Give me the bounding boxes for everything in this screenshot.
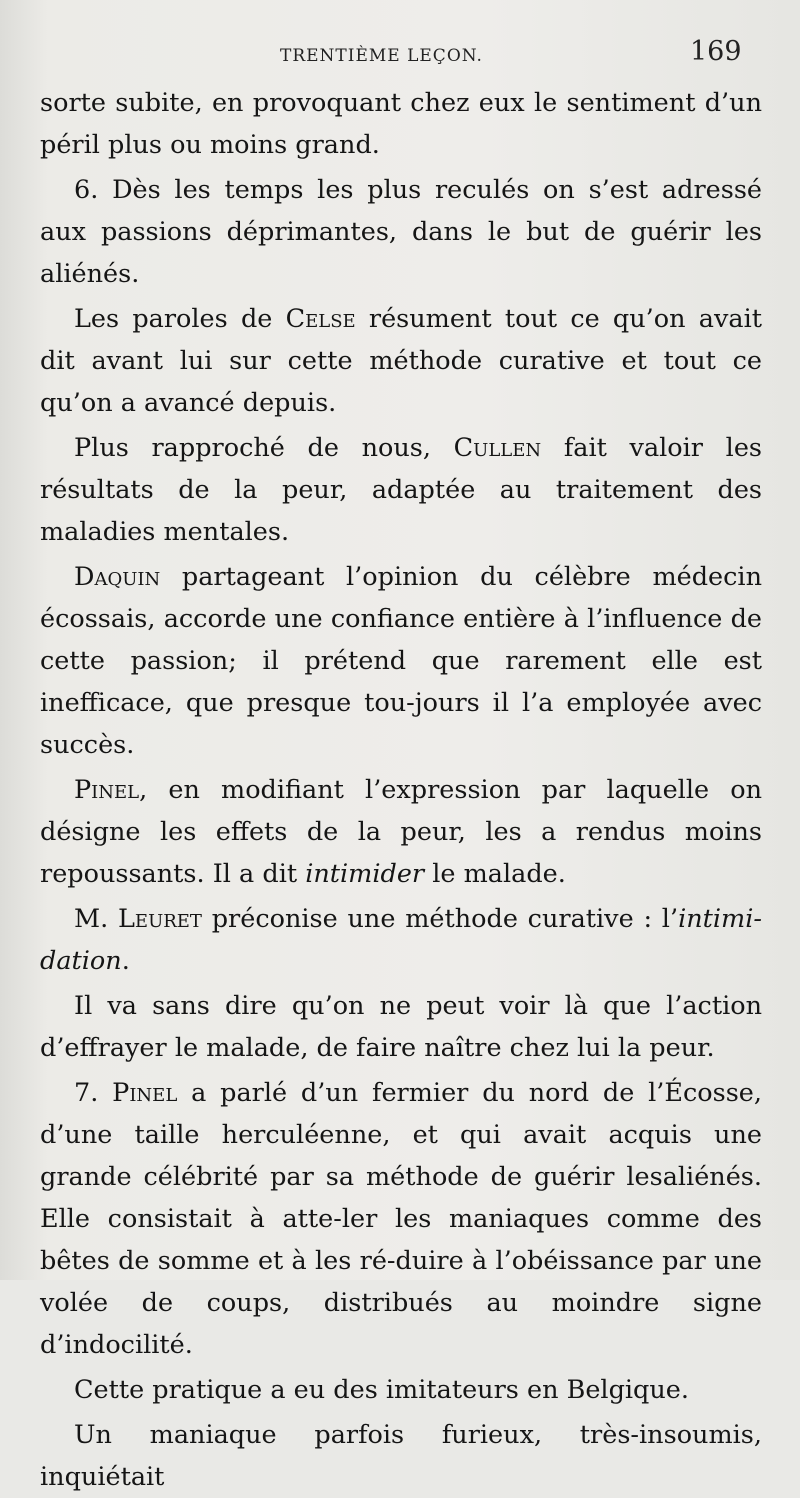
running-title: TRENTIÈME LEÇON. — [280, 46, 483, 66]
emphasized-term: intimi-dation — [40, 904, 763, 976]
paragraph-p6 — [40, 769, 762, 895]
text-run: le malade. — [424, 859, 566, 889]
text-run: 6. Dès les temps les plus reculés on s’est adressé aux passions déprimantes, dans le but de guérir les aliénés. — [40, 175, 762, 289]
text-run: M. — [74, 904, 118, 934]
paragraph-p2 — [40, 169, 762, 295]
text-run: Un maniaque parfois furieux, très-insoumis, inquiétait — [40, 1420, 762, 1492]
author-name: Pinel — [74, 775, 140, 805]
text-run: Cette pratique a eu des imitateurs en Belgique. — [74, 1375, 690, 1405]
text-run: fait valoir les résultats de la peur, adaptée au traitement des maladies mentales. — [40, 433, 762, 547]
paragraph-p11 — [40, 1414, 762, 1498]
text-run: Plus rapproché de nous, — [74, 433, 454, 463]
author-name: Daquin — [74, 562, 161, 592]
text-run: a parlé d’un fermier du nord de l’Écosse, d’une taille herculéenne, et qui avait acquis une grande célébrité par sa méthode de guérir lesaliénés. Elle consistait à atte-ler les maniaques comme des bêtes de somme et à les ré-duire à l’obéissance par une volée de coups, distribués au moindre signe d’indocilité. — [40, 1078, 762, 1360]
author-name: Celse — [285, 304, 356, 334]
paragraph-p3 — [40, 298, 762, 424]
text-run: Il va sans dire qu’on ne peut voir là que l’action d’effrayer le malade, de faire naître chez lui la peur. — [40, 991, 762, 1063]
page-number: 169 — [690, 36, 742, 67]
text-run: partageant l’opinion du célèbre médecin écossais, accorde une confiance entière à l’influence de cette passion; il prétend que rarement elle est inefficace, que presque tou-jours il l’a employée avec succès. — [40, 562, 762, 760]
text-run: sorte subite, en provoquant chez eux le sentiment d’un péril plus ou moins grand. — [40, 88, 762, 160]
text-run: 7. — [74, 1078, 113, 1108]
text-run: , en modifiant l’expression par laquelle on désigne les effets de la peur, les a rendus moins repoussants. Il a dit — [40, 775, 762, 889]
paragraph-p1 — [40, 82, 762, 166]
paragraph-p5 — [40, 556, 762, 766]
page-header — [0, 34, 800, 74]
paragraph-p7 — [40, 898, 762, 982]
text-run: . — [121, 946, 130, 976]
emphasized-term: intimider — [305, 859, 425, 889]
body-text — [40, 82, 762, 1498]
author-name: Pinel — [112, 1078, 178, 1108]
paragraph-p4 — [40, 427, 762, 553]
author-name: Leuret — [118, 904, 202, 934]
author-name: Cullen — [453, 433, 542, 463]
text-run: résument tout ce qu’on avait dit avant lui sur cette méthode curative et tout ce qu’on a avancé depuis. — [40, 304, 762, 418]
text-run: Les paroles de — [74, 304, 286, 334]
text-run: préconise une méthode curative : l’ — [201, 904, 679, 934]
paragraph-p9 — [40, 1072, 762, 1366]
paragraph-p10 — [40, 1369, 762, 1411]
paragraph-p8 — [40, 985, 762, 1069]
